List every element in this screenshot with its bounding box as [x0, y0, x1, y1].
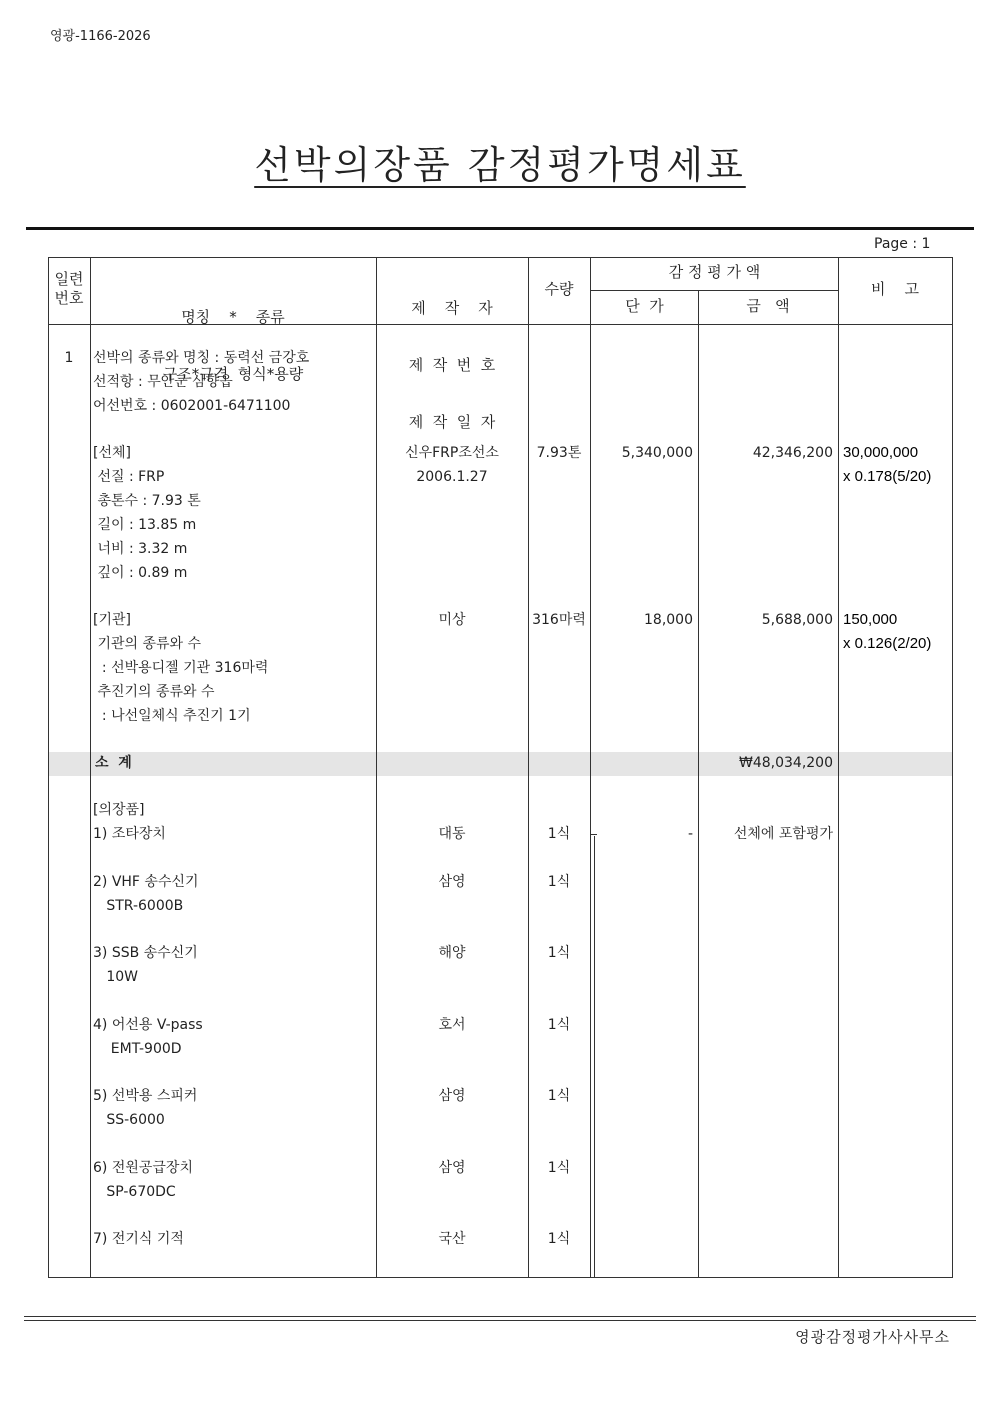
engine-remark-factor: x 0.126(2/20) — [843, 635, 932, 652]
header-name-line1: 명칭 * 종류 — [181, 308, 285, 326]
hull-line: 너비 : 3.32 m — [93, 541, 188, 557]
hull-line: [선체] — [93, 445, 131, 461]
document-title: 선박의장품 감정평가명세표 — [254, 143, 746, 187]
engine-unit-price: 18,000 — [644, 612, 693, 628]
hull-remark-factor: x 0.178(5/20) — [843, 468, 932, 485]
equipment-quantity: 1식 — [547, 1088, 571, 1104]
hull-remark-base: 30,000,000 — [843, 444, 919, 461]
equipment-maker: 호서 — [438, 1017, 466, 1033]
equipment-model: 10W — [93, 969, 139, 985]
equipment-quantity: 1식 — [547, 1231, 571, 1247]
equipment-unit-price-dash: - — [687, 826, 693, 842]
hull-spec — [93, 441, 201, 585]
engine-remarks — [843, 608, 931, 656]
page-number: Page : 1 — [874, 236, 931, 252]
header-maker-line3: 제 작 일 자 — [408, 413, 496, 431]
equipment-name: 7) 전기식 기적 — [93, 1231, 184, 1247]
table-top-border — [48, 257, 953, 258]
equipment-maker: 삼영 — [438, 874, 466, 890]
equipment-item — [93, 822, 166, 846]
hull-unit-price: 5,340,000 — [621, 445, 693, 461]
equipment-model: STR-6000B — [93, 898, 184, 914]
description-line: 선박의 종류와 명칭 : 동력선 금강호 — [93, 350, 310, 366]
equipment-name: 4) 어선용 V-pass — [93, 1017, 203, 1033]
subtotal-amount: ₩48,034,200 — [738, 755, 833, 771]
equipment-maker: 해양 — [438, 945, 466, 961]
footer-divider — [24, 1320, 976, 1321]
engine-line: 기관의 종류와 수 — [93, 636, 202, 652]
engine-maker: 미상 — [438, 612, 466, 628]
header-unit-price: 단 가 — [625, 297, 664, 315]
header-serial — [48, 270, 90, 308]
hull-line: 깊이 : 0.89 m — [93, 565, 188, 581]
header-serial-line2: 번호 — [54, 289, 84, 307]
header-appraisal: 감 정 평 가 액 — [668, 263, 761, 281]
subtotal-label: 소 계 — [95, 755, 132, 771]
equipment-maker: 국산 — [438, 1231, 466, 1247]
engine-remark-base: 150,000 — [843, 611, 898, 628]
equipment-item — [93, 870, 199, 918]
item-serial-number: 1 — [64, 350, 74, 366]
hull-line: 총톤수 : 7.93 톤 — [93, 493, 201, 509]
equipment-quantity: 1식 — [547, 1017, 571, 1033]
engine-spec — [93, 608, 268, 728]
header-remarks: 비 고 — [870, 280, 920, 298]
equipment-name: 2) VHF 송수신기 — [93, 874, 199, 890]
hull-maker-name: 신우FRP조선소 — [405, 445, 499, 461]
hull-maker — [376, 441, 528, 489]
engine-line: : 선박용디젤 기관 316마력 — [93, 660, 269, 676]
equipment-maker: 삼영 — [438, 1160, 466, 1176]
equipment-quantity: 1식 — [547, 945, 571, 961]
header-maker-line1: 제 작 자 — [411, 299, 493, 317]
table-bottom-border — [48, 1277, 953, 1278]
col-border-right — [952, 257, 953, 1278]
equipment-amount-note: 선체에 포함평가 — [733, 826, 833, 842]
col-border-4 — [590, 257, 591, 1278]
engine-line: 추진기의 종류와 수 — [93, 684, 215, 700]
document-number: 영광-1166-2026 — [50, 29, 151, 44]
equipment-item — [93, 1227, 184, 1251]
equipment-maker: 삼영 — [438, 1088, 466, 1104]
engine-line: : 나선일체식 추진기 1기 — [93, 708, 251, 724]
equipment-name: 3) SSB 송수신기 — [93, 945, 198, 961]
hull-amount: 42,346,200 — [752, 445, 833, 461]
header-quantity: 수량 — [544, 280, 574, 298]
hull-build-date: 2006.1.27 — [416, 469, 488, 485]
equipment-quantity: 1식 — [547, 874, 571, 890]
hull-remarks — [843, 441, 931, 489]
equipment-name: 1) 조타장치 — [93, 826, 166, 842]
hull-quantity: 7.93톤 — [536, 445, 582, 461]
col-border-3 — [528, 257, 529, 1278]
col-border-4-double — [594, 836, 595, 1278]
header-name-line2: 구조*규격 형식*용량 — [162, 365, 304, 383]
appraisal-office-name: 영광감정평가사사무소 — [795, 1328, 950, 1346]
description-line: 어선번호 : 0602001-6471100 — [93, 398, 291, 414]
col-border-5 — [698, 290, 699, 1278]
equipment-quantity: 1식 — [547, 826, 571, 842]
header-amount: 금 액 — [746, 297, 790, 315]
equipment-item — [93, 1013, 203, 1061]
equipment-name: 5) 선박용 스피커 — [93, 1088, 198, 1104]
hull-line: 길이 : 13.85 m — [93, 517, 197, 533]
equipment-model: SP-670DC — [93, 1184, 176, 1200]
equipment-model: SS-6000 — [93, 1112, 165, 1128]
footer-divider — [24, 1316, 976, 1317]
col-border-left — [48, 257, 49, 1278]
header-maker-line2: 제 작 번 호 — [408, 356, 496, 374]
equipment-quantity: 1식 — [547, 1160, 571, 1176]
appraisal-split-line — [591, 290, 838, 291]
hull-line: 선질 : FRP — [93, 469, 165, 485]
equipment-item — [93, 1156, 193, 1204]
header-serial-line1: 일련 — [54, 270, 84, 288]
equipment-name: 6) 전원공급장치 — [93, 1160, 193, 1176]
description-line: 선적항 : 무안군 삼향읍 — [93, 374, 233, 390]
equipment-heading: [의장품] — [93, 802, 145, 818]
equipment-model: EMT-900D — [93, 1041, 182, 1057]
equipment-maker: 대동 — [438, 826, 466, 842]
engine-amount: 5,688,000 — [761, 612, 833, 628]
col-border-6 — [838, 257, 839, 1278]
equipment-item — [93, 1084, 197, 1132]
equipment-item — [93, 941, 198, 989]
header-maker — [376, 261, 528, 470]
title-divider — [26, 227, 974, 230]
engine-line: [기관] — [93, 612, 131, 628]
vessel-description — [93, 346, 309, 418]
engine-quantity: 316마력 — [532, 612, 586, 628]
